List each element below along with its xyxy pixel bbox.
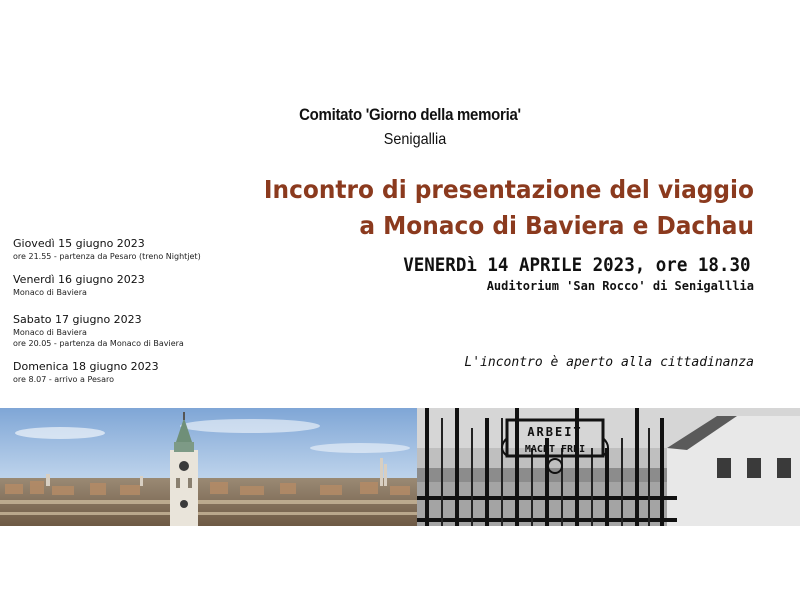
schedule-day	[13, 359, 233, 385]
schedule-note: ore 21.55 - partenza da Pesaro (treno Nightjet)	[13, 252, 201, 261]
schedule-day	[13, 312, 233, 349]
photo-strip	[0, 408, 800, 526]
schedule-day-title: Sabato 17 giugno 2023	[13, 313, 142, 326]
schedule-day	[13, 272, 233, 298]
headline-line-1: Incontro di presentazione del viaggio	[263, 175, 754, 204]
schedule-note: ore 8.07 - arrivo a Pesaro	[13, 375, 114, 384]
gate-sign-line-1: ARBEIT	[527, 425, 583, 439]
schedule-note: ore 20.05 - partenza da Monaco di Baviera	[13, 339, 184, 348]
event-open-note: L'incontro è aperto alla cittadinanza	[464, 355, 754, 370]
headline-line-2: a Monaco di Baviera e Dachau	[359, 211, 754, 240]
munich-skyline-photo	[0, 408, 417, 526]
schedule-day-title: Giovedì 15 giugno 2023	[13, 237, 145, 250]
schedule-day-title: Venerdì 16 giugno 2023	[13, 273, 145, 286]
committee-city: Senigallia	[383, 131, 447, 148]
dachau-gate-photo	[417, 408, 800, 526]
event-headline	[264, 172, 754, 244]
schedule-day	[13, 236, 233, 262]
schedule-note: Monaco di Baviera	[13, 328, 87, 337]
event-venue: Auditorium 'San Rocco' di Senigalllia	[486, 279, 754, 293]
committee-header	[0, 105, 800, 149]
trip-schedule	[13, 236, 233, 395]
schedule-note: Monaco di Baviera	[13, 288, 87, 297]
event-date-time: VENERDì 14 APRILE 2023, ore 18.30	[402, 254, 750, 276]
schedule-day-title: Domenica 18 giugno 2023	[13, 360, 159, 373]
gate-sign-line-2: MACHT FREI	[524, 444, 586, 455]
committee-name: Comitato 'Giorno della memoria'	[299, 105, 521, 124]
